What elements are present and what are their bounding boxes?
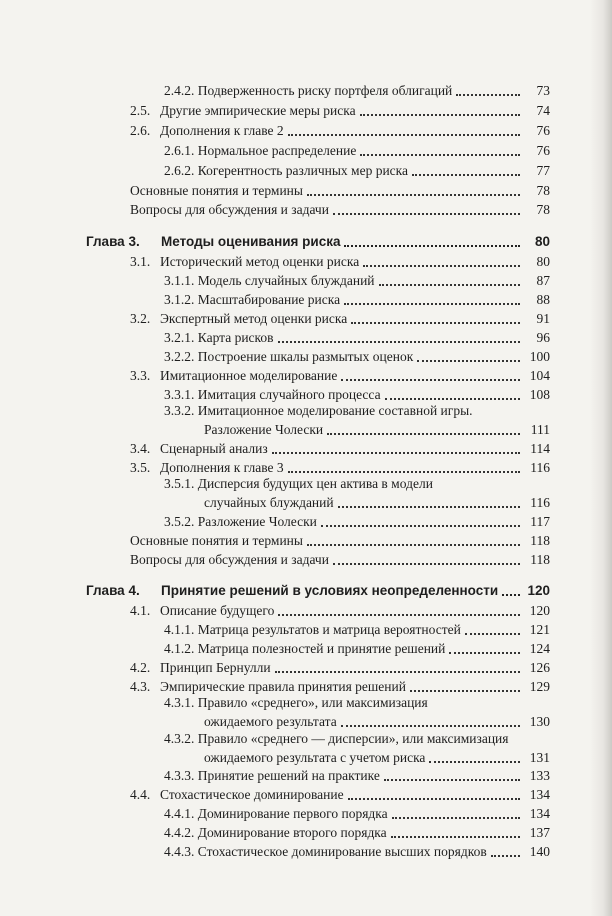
toc-title: Принятие решений на практике	[197, 768, 380, 783]
toc-title: Когерентность различных мер риска	[197, 163, 409, 178]
dot-leader	[327, 433, 520, 435]
toc-title: Дисперсия будущих цен актива в модели	[197, 476, 433, 491]
toc-title: Матрица полезностей и принятие решений	[197, 641, 446, 656]
toc-entry[interactable]	[164, 81, 550, 99]
dot-leader	[417, 360, 520, 362]
toc-number: 3.5.2.	[164, 514, 195, 529]
toc-page: 96	[536, 330, 550, 345]
toc-title: Доминирование первого порядка	[197, 806, 388, 821]
toc-number: 3.3.1.	[164, 387, 195, 402]
toc-number: 3.1.2.	[164, 292, 195, 307]
toc-number: 3.2.1.	[164, 330, 195, 345]
toc-page: 137	[529, 825, 550, 840]
toc-page: 80	[534, 234, 550, 249]
toc-number: 3.3.	[130, 368, 151, 383]
toc-number: 4.4.1.	[164, 806, 195, 821]
toc-number: 3.5.1.	[164, 476, 195, 491]
dot-leader	[363, 265, 520, 267]
toc-number: 2.6.	[130, 123, 151, 138]
toc-title: Вопросы для обсуждения и задачи	[130, 552, 329, 567]
toc-page: 100	[529, 349, 550, 364]
toc-entry[interactable]	[130, 458, 550, 476]
toc-entry[interactable]	[164, 804, 550, 822]
dot-leader	[341, 725, 520, 727]
toc-number: 3.3.2.	[164, 403, 195, 418]
toc-title: Принцип Бернулли	[160, 660, 271, 675]
toc-page: 80	[536, 254, 550, 269]
toc-number: 4.4.2.	[164, 825, 195, 840]
toc-entry[interactable]	[130, 439, 550, 457]
toc-title: Карта рисков	[197, 330, 274, 345]
toc-page: 120	[529, 603, 550, 618]
toc-title: Правило «среднего», или максимизация	[197, 695, 428, 710]
toc-number: 2.5.	[130, 103, 151, 118]
toc-title-continued: ожидаемого результата	[204, 714, 337, 729]
toc-page: 111	[530, 422, 550, 437]
toc-entry[interactable]	[130, 121, 550, 139]
toc-title: Дополнения к главе 3	[160, 460, 284, 475]
toc-title: Основные понятия и термины	[130, 183, 303, 198]
toc-title: Нормальное распределение	[197, 143, 357, 158]
toc-entry[interactable]	[130, 658, 550, 676]
toc-title: Исторический метод оценки риска	[160, 254, 360, 269]
toc-page: 114	[530, 441, 550, 456]
toc-page: 108	[529, 387, 550, 402]
dot-leader	[384, 779, 520, 781]
toc-number: 4.3.1.	[164, 695, 195, 710]
toc-page: 134	[529, 787, 550, 802]
toc-page: 131	[529, 750, 550, 765]
toc-entry-line1[interactable]	[164, 403, 473, 419]
toc-page: 88	[536, 292, 550, 307]
toc-number: 3.5.	[130, 460, 151, 475]
toc-entry[interactable]	[130, 181, 550, 199]
toc-page: 91	[536, 311, 550, 326]
toc-page: 74	[536, 103, 550, 118]
dot-leader	[321, 525, 520, 527]
dot-leader	[465, 633, 520, 635]
toc-entry[interactable]	[164, 141, 550, 159]
toc-number: 3.2.2.	[164, 349, 195, 364]
toc-page: 126	[529, 660, 550, 675]
toc-page: 133	[529, 768, 550, 783]
dot-leader	[360, 154, 520, 156]
dot-leader	[338, 506, 520, 508]
toc-number: 3.2.	[130, 311, 151, 326]
toc-number: 4.3.3.	[164, 768, 195, 783]
toc-title: Имитация случайного процесса	[197, 387, 381, 402]
toc-title-continued: случайных блужданий	[204, 495, 334, 510]
toc-page: 78	[536, 183, 550, 198]
dot-leader	[491, 855, 520, 857]
toc-entry[interactable]	[130, 252, 550, 270]
dot-leader	[333, 213, 520, 215]
toc-title: Эмпирические правила принятия решений	[160, 679, 406, 694]
toc-page: 140	[529, 844, 550, 859]
toc-title: Доминирование второго порядка	[197, 825, 387, 840]
toc-title: Имитационное моделирование	[160, 368, 338, 383]
dot-leader	[278, 341, 520, 343]
toc-entry[interactable]	[164, 620, 550, 638]
toc-entry[interactable]	[164, 290, 550, 308]
dot-leader	[344, 303, 520, 305]
toc-entry[interactable]	[164, 347, 550, 365]
chapter-number: Глава 4.	[86, 583, 140, 598]
toc-entry-line1[interactable]	[164, 695, 428, 711]
toc-number: 4.3.2.	[164, 731, 195, 746]
toc-page: 78	[536, 202, 550, 217]
dot-leader	[351, 322, 520, 324]
toc-number: 2.4.2.	[164, 83, 195, 98]
toc-title: Масштабирование риска	[197, 292, 341, 307]
toc-entry[interactable]	[204, 748, 550, 766]
toc-title-continued: ожидаемого результата с учетом риска	[204, 750, 426, 765]
dot-leader	[307, 194, 520, 196]
toc-chapter[interactable]	[86, 232, 550, 250]
toc-page: 124	[529, 641, 550, 656]
toc-title: Описание будущего	[160, 603, 275, 618]
toc-entry[interactable]	[164, 842, 550, 860]
toc-page: 121	[529, 622, 550, 637]
dot-leader	[502, 594, 520, 596]
chapter-number: Глава 3.	[86, 234, 140, 249]
toc-title: Модель случайных блужданий	[197, 273, 375, 288]
toc-entry[interactable]	[164, 328, 550, 346]
toc-number: 4.1.2.	[164, 641, 195, 656]
dot-leader	[385, 398, 520, 400]
dot-leader	[456, 94, 520, 96]
toc-number: 4.1.1.	[164, 622, 195, 637]
dot-leader	[272, 452, 520, 454]
toc-entry-line1[interactable]	[164, 731, 508, 747]
toc-title: Подверженность риску портфеля облигаций	[197, 83, 453, 98]
toc-entry[interactable]	[204, 420, 550, 438]
toc-number: 4.1.	[130, 603, 151, 618]
toc-title: Другие эмпирические меры риска	[160, 103, 356, 118]
dot-leader	[360, 114, 520, 116]
toc-entry[interactable]	[130, 677, 550, 695]
dot-leader	[307, 544, 520, 546]
toc-number: 3.1.1.	[164, 273, 195, 288]
chapter-title: Методы оценивания риска	[161, 234, 341, 249]
toc-entry[interactable]	[164, 766, 550, 784]
toc-title: Матрица результатов и матрица вероятностей	[197, 622, 461, 637]
dot-leader	[391, 836, 520, 838]
dot-leader	[288, 134, 520, 136]
chapter-title: Принятие решений в условиях неопределенности	[161, 583, 499, 598]
toc-title: Стохастическое доминирование	[160, 787, 344, 802]
toc-number: 2.6.1.	[164, 143, 195, 158]
dot-leader	[275, 671, 520, 673]
dot-leader	[449, 652, 520, 654]
dot-leader	[412, 174, 520, 176]
page-edge-shadow	[590, 0, 612, 916]
dot-leader	[278, 614, 520, 616]
toc-chapter[interactable]	[86, 581, 550, 599]
dot-leader	[379, 284, 520, 286]
toc-page: 118	[530, 533, 550, 548]
toc-entry[interactable]	[130, 200, 550, 218]
toc-page: 120	[527, 583, 550, 598]
toc-page: 73	[536, 83, 550, 98]
toc-entry[interactable]	[164, 271, 550, 289]
toc-entry[interactable]	[164, 385, 550, 403]
toc-page: 117	[530, 514, 550, 529]
toc-number: 4.4.	[130, 787, 151, 802]
toc-page: 104	[529, 368, 550, 383]
toc-number: 4.4.3.	[164, 844, 195, 859]
toc-title: Экспертный метод оценки риска	[160, 311, 348, 326]
toc-entry[interactable]	[164, 161, 550, 179]
toc-title: Сценарный анализ	[160, 441, 268, 456]
dot-leader	[410, 690, 520, 692]
toc-page: 129	[529, 679, 550, 694]
toc-entry[interactable]	[130, 550, 550, 568]
toc-entry[interactable]	[130, 366, 550, 384]
toc-entry[interactable]	[130, 785, 550, 803]
toc-title: Имитационное моделирование составной игры.	[197, 403, 473, 418]
toc-title: Стохастическое доминирование высших порядков	[197, 844, 487, 859]
toc-number: 3.4.	[130, 441, 151, 456]
toc-entry[interactable]	[130, 101, 550, 119]
toc-entry[interactable]	[130, 531, 550, 549]
toc-title: Основные понятия и термины	[130, 533, 303, 548]
dot-leader	[341, 379, 520, 381]
toc-page: 76	[536, 123, 550, 138]
toc-title: Разложение Чолески	[197, 514, 317, 529]
toc-title: Вопросы для обсуждения и задачи	[130, 202, 329, 217]
toc-entry[interactable]	[164, 823, 550, 841]
toc-title: Дополнения к главе 2	[160, 123, 284, 138]
toc-number: 4.3.	[130, 679, 151, 694]
toc-number: 4.2.	[130, 660, 151, 675]
toc-entry[interactable]	[204, 493, 550, 511]
toc-page: 130	[529, 714, 550, 729]
toc-page: 77	[536, 163, 550, 178]
toc-page: 116	[530, 460, 550, 475]
toc-page: 118	[530, 552, 550, 567]
toc-entry[interactable]	[130, 309, 550, 327]
toc-entry[interactable]	[164, 512, 550, 530]
toc-title: Построение шкалы размытых оценок	[197, 349, 414, 364]
toc-number: 3.1.	[130, 254, 151, 269]
toc-page: 76	[536, 143, 550, 158]
dot-leader	[348, 798, 520, 800]
toc-title: Правило «среднего — дисперсии», или максимизация	[197, 731, 509, 746]
toc-number: 2.6.2.	[164, 163, 195, 178]
toc-entry-line1[interactable]	[164, 476, 433, 492]
toc-page: 134	[529, 806, 550, 821]
dot-leader	[288, 471, 520, 473]
toc-entry[interactable]	[130, 601, 550, 619]
dot-leader	[429, 761, 520, 763]
toc-title-continued: Разложение Чолески	[204, 422, 324, 437]
toc-entry[interactable]	[204, 712, 550, 730]
toc-entry[interactable]	[164, 639, 550, 657]
dot-leader	[344, 245, 520, 247]
toc-page: 116	[530, 495, 550, 510]
toc-page: 87	[536, 273, 550, 288]
dot-leader	[392, 817, 520, 819]
dot-leader	[333, 563, 520, 565]
